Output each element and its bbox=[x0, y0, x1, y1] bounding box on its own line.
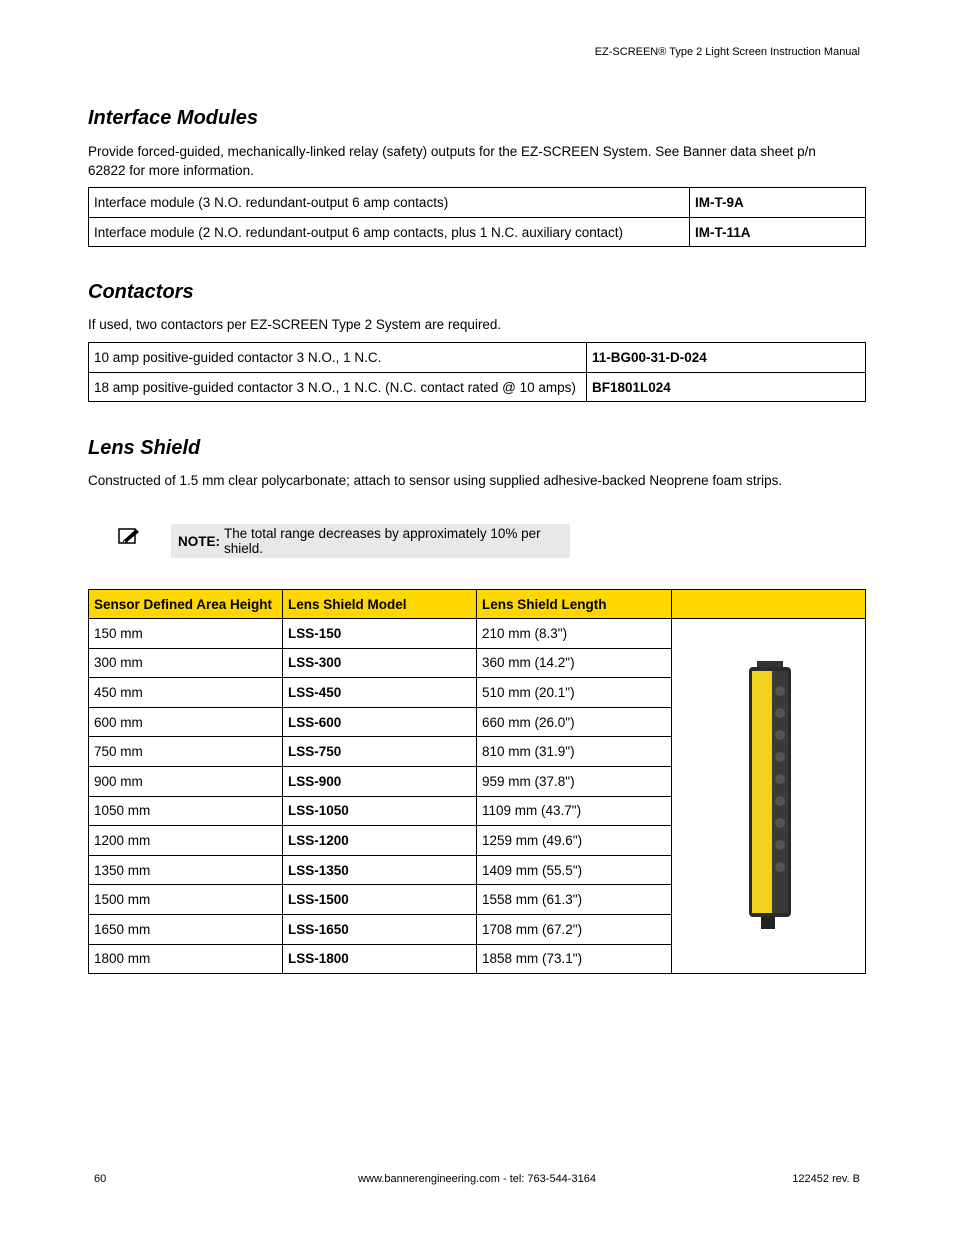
lens-shield-length: 660 mm (26.0") bbox=[477, 707, 672, 737]
model-number: BF1801L024 bbox=[587, 373, 866, 402]
table-row bbox=[89, 619, 866, 649]
interface-modules-heading: Interface Modules bbox=[88, 107, 259, 129]
lens-shield-length: 810 mm (31.9") bbox=[477, 737, 672, 767]
lens-shield-length: 1109 mm (43.7") bbox=[477, 796, 672, 826]
lens-shield-model: LSS-1500 bbox=[283, 885, 477, 915]
table-row bbox=[89, 373, 866, 402]
sensor-height: 1050 mm bbox=[89, 796, 283, 826]
lens-shield-model: LSS-1650 bbox=[283, 914, 477, 944]
lens-shield-model: LSS-1050 bbox=[283, 796, 477, 826]
model-number: IM-T-11A bbox=[690, 218, 866, 247]
lens-shield-model: LSS-900 bbox=[283, 766, 477, 796]
interface-modules-table bbox=[88, 187, 866, 247]
item-description: Interface module (2 N.O. redundant-output 6 amp contacts, plus 1 N.C. auxiliary contact) bbox=[89, 218, 690, 247]
note-box bbox=[171, 524, 570, 558]
lens-shield-model: LSS-300 bbox=[283, 648, 477, 678]
column-header bbox=[672, 590, 866, 619]
lens-shield-length: 510 mm (20.1") bbox=[477, 678, 672, 708]
contactors-description: If used, two contactors per EZ-SCREEN Type 2 System are required. bbox=[88, 317, 502, 332]
revision-number: 122452 rev. B bbox=[792, 1173, 860, 1185]
contactors-table bbox=[88, 342, 866, 402]
manual-title: EZ-SCREEN® Type 2 Light Screen Instruction Manual bbox=[594, 46, 860, 58]
sensor-height: 750 mm bbox=[89, 737, 283, 767]
lens-shield-length: 959 mm (37.8") bbox=[477, 766, 672, 796]
lens-shield-model: LSS-1800 bbox=[283, 944, 477, 974]
lens-shield-length: 360 mm (14.2") bbox=[477, 648, 672, 678]
sensor-height: 1500 mm bbox=[89, 885, 283, 915]
lens-shield-model: LSS-1350 bbox=[283, 855, 477, 885]
lens-shield-model: LSS-450 bbox=[283, 678, 477, 708]
sensor-height: 1200 mm bbox=[89, 826, 283, 856]
footer-contact: www.bannerengineering.com - tel: 763-544-3164 bbox=[358, 1173, 596, 1185]
lens-shield-length: 1409 mm (55.5") bbox=[477, 855, 672, 885]
lens-shield-model: LSS-1200 bbox=[283, 826, 477, 856]
model-number: IM-T-9A bbox=[690, 188, 866, 218]
lens-shield-model: LSS-750 bbox=[283, 737, 477, 767]
column-header: Sensor Defined Area Height bbox=[89, 590, 283, 619]
lens-shield-length: 1558 mm (61.3") bbox=[477, 885, 672, 915]
lens-shield-model: LSS-600 bbox=[283, 707, 477, 737]
lens-shield-length: 1708 mm (67.2") bbox=[477, 914, 672, 944]
table-row bbox=[89, 188, 866, 218]
sensor-height: 1650 mm bbox=[89, 914, 283, 944]
sensor-height: 600 mm bbox=[89, 707, 283, 737]
lens-shield-heading: Lens Shield bbox=[88, 437, 201, 459]
table-row bbox=[89, 218, 866, 247]
lens-shield-length: 1858 mm (73.1") bbox=[477, 944, 672, 974]
model-number: 11-BG00-31-D-024 bbox=[587, 343, 866, 373]
lens-shield-length: 210 mm (8.3") bbox=[477, 619, 672, 649]
note-text: The total range decreases by approximately 10% per shield. bbox=[224, 526, 541, 556]
item-description: 10 amp positive-guided contactor 3 N.O., 1 N.C. bbox=[89, 343, 587, 373]
item-description: 18 amp positive-guided contactor 3 N.O., 1 N.C. (N.C. contact rated @ 10 amps) bbox=[89, 373, 587, 402]
column-header: Lens Shield Model bbox=[283, 590, 477, 619]
interface-modules-description: Provide forced-guided, mechanically-linked relay (safety) outputs for the EZ-SCREEN System. See Banner data sheet p/n 62822 for more information. bbox=[88, 144, 816, 178]
lens-shield-description: Constructed of 1.5 mm clear polycarbonate; attach to sensor using supplied adhesive-backed Neoprene foam strips. bbox=[88, 473, 783, 488]
page-number: 60 bbox=[94, 1173, 107, 1185]
sensor-image-cell bbox=[672, 619, 866, 974]
lens-shield-table bbox=[88, 589, 866, 974]
column-header: Lens Shield Length bbox=[477, 590, 672, 619]
contactors-heading: Contactors bbox=[88, 281, 194, 303]
lens-shield-model: LSS-150 bbox=[283, 619, 477, 649]
sensor-height: 900 mm bbox=[89, 766, 283, 796]
light-screen-sensor-image bbox=[739, 661, 799, 931]
table-header-row bbox=[89, 590, 866, 619]
lens-shield-length: 1259 mm (49.6") bbox=[477, 826, 672, 856]
sensor-height: 1350 mm bbox=[89, 855, 283, 885]
note-label: NOTE: bbox=[178, 533, 220, 549]
sensor-height: 1800 mm bbox=[89, 944, 283, 974]
sensor-height: 450 mm bbox=[89, 678, 283, 708]
sensor-height: 150 mm bbox=[89, 619, 283, 649]
table-row bbox=[89, 343, 866, 373]
pencil-note-icon bbox=[118, 527, 142, 545]
sensor-height: 300 mm bbox=[89, 648, 283, 678]
item-description: Interface module (3 N.O. redundant-output 6 amp contacts) bbox=[89, 188, 690, 218]
